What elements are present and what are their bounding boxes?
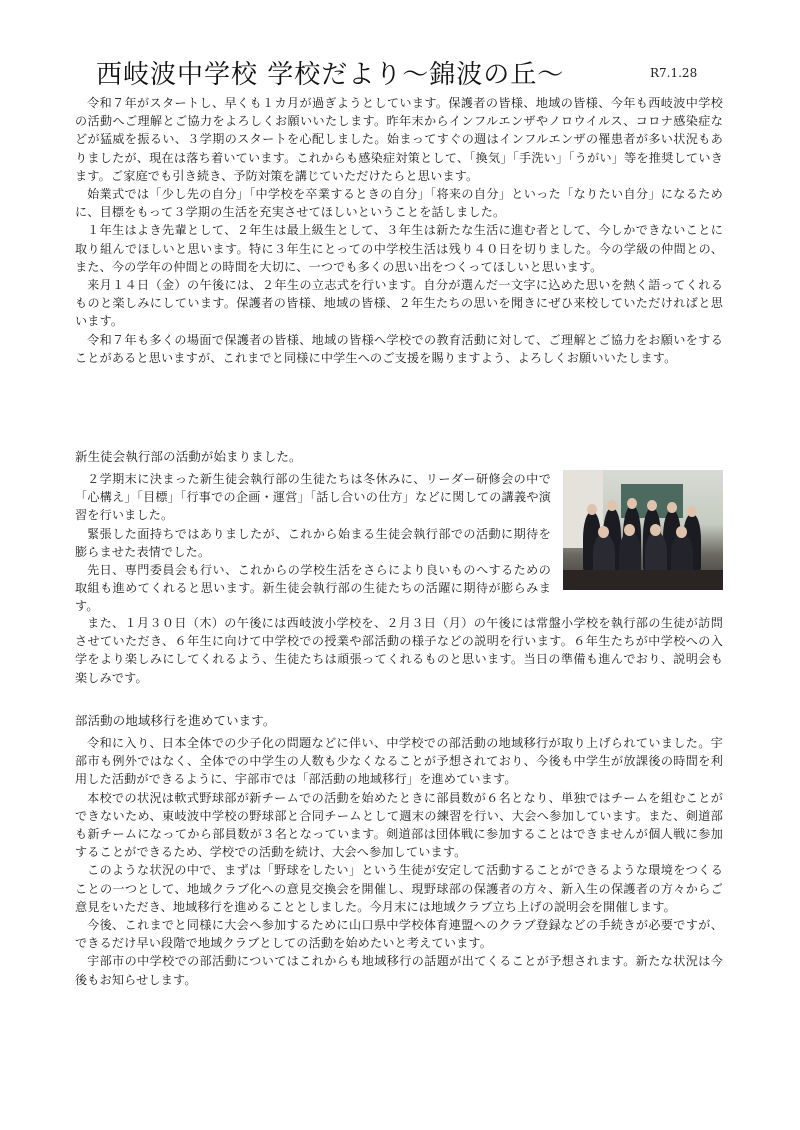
section-body-with-photo xyxy=(75,470,723,614)
section-paragraph: このような状況の中で、まずは「野球をしたい」という生徒が安定して活動することができるような環境をつくることの一つとして、地域クラブ化への意見交換会を開催し、現野球部の保護者の方々、新入生の保護者の方々からご意見をいただき、地域移行を進めることとしました。今月末には地域クラブ立ち上げの説明会を開催します。 xyxy=(75,863,723,914)
section-text-full-width xyxy=(75,614,723,687)
section-paragraph: ２学期末に決まった新生徒会執行部の生徒たちは冬休みに、リーダー研修会の中で「心構え」「目標」「行事での企画・運営」「話し合いの仕方」などに関しての講義や演習を行いました。 xyxy=(75,472,551,523)
section-text-column xyxy=(75,470,551,616)
student-council-section xyxy=(75,448,723,687)
page-title: 西岐波中学校 学校だより〜錦波の丘〜 xyxy=(96,60,565,90)
section-heading: 新生徒会執行部の活動が始まりました。 xyxy=(75,449,302,464)
header xyxy=(96,54,716,94)
section-heading: 部活動の地域移行を進めています。 xyxy=(75,713,276,728)
intro-paragraph: 来月１４日（金）の午後には、２年生の立志式を行います。自分が選んだ一文字に込めた思いを熱く語ってくれるものと楽しみにしています。保護者の皆様、地域の皆様、２年生たちの思いを聞きにぜひ来校していただければと思います。 xyxy=(75,278,723,329)
club-activities-section xyxy=(75,712,723,989)
section-paragraph: 令和に入り、日本全体での少子化の問題などに伴い、中学校での部活動の地域移行が取り上げられていました。宇部市も例外ではなく、全体での中学生の人数も少なくなることが予想されており、今後も中学生が放課後の時間を利用した活動ができるように、宇部市では「部活動の地域移行」を進めています。 xyxy=(75,736,723,787)
section-paragraph: 今後、これまでと同様に大会へ参加するために山口県中学校体育連盟へのクラブ登録などの手続きが必要ですが、できるだけ早い段階で地域クラブとしての活動を始めたいと考えています。 xyxy=(75,918,723,951)
section-paragraph: 本校での状況は軟式野球部が新チームでの活動を始めたときに部員数が６名となり、単独ではチームを組むことができないため、東岐波中学校の野球部と合同チームとして週末の練習を行い、大会へ参加しています。また、剣道部も新チームになってから部員数が３名となっています。剣道部は団体戦に参加することはできませんが個人戦に参加することができるため、学校での活動を続け、大会へ参加しています。 xyxy=(75,790,723,860)
intro-paragraph: 令和７年がスタートし、早くも１カ月が過ぎようとしています。保護者の皆様、地域の皆様、今年も西岐波中学校の活動へご理解とご協力をよろしくお願いいたします。昨年末からインフルエンザやノロウイルス、コロナ感染症などが猛威を振るい、３学期のスタートを心配しました。始まってすぐの週はインフルエンザの罹患者が多い状況もありましたが、現在は落ち着いています。これからも感染症対策として、「換気」「手洗い」「うがい」等を推奨していきます。ご家庭でも引き続き、予防対策を講じていただけたらと思います。 xyxy=(75,96,723,183)
intro-paragraph: 始業式では「少し先の自分」「中学校を卒業するときの自分」「将来の自分」といった「なりたい自分」になるために、目標をもって３学期の生活を充実させてほしいということを話しました。 xyxy=(75,187,723,220)
intro-paragraph: 令和７年も多くの場面で保護者の皆様、地域の皆様へ学校での教育活動に対して、ご理解とご協力をお願いをすることがあると思いますが、これまでと同様に中学生へのご支援を賜りますよう、よろしくお願いいたします。 xyxy=(75,332,723,365)
section-paragraph: また、１月３０日（木）の午後には西岐波小学校を、２月３日（月）の午後には常盤小学校を執行部の生徒が訪問させていただき、６年生に向けて中学校での授業や部活動の様子などの説明を行います。６年生たちが中学校への入学をより楽しみにしてくれるよう、生徒たちは頑張ってくれるものと思います。当日の準備も進んでおり、説明会も楽しみです。 xyxy=(75,616,723,685)
section-paragraph: 緊張した面持ちではありましたが、これから始まる生徒会執行部での活動に期待を膨らませた表情でした。 xyxy=(75,526,551,559)
intro-paragraph: １年生はよき先輩として、２年生は最上級生として、３年生は新たな生活に進む者として、今しかできないことに取り組んでほしいと思います。特に３年生にとっての中学校生活は残り４０日を切りました。今の学級の仲間との、また、今の学年の仲間との時間を大切に、一つでも多くの思い出をつくってほしいと思います。 xyxy=(75,223,723,274)
issue-date: R7.1.28 xyxy=(650,66,698,80)
student-council-photo xyxy=(563,470,723,590)
section-paragraph: 宇部市の中学校での部活動についてはこれからも地域移行の話題が出てくることが予想されます。新たな状況は今後もお知らせします。 xyxy=(75,954,723,987)
section-paragraph: 先日、専門委員会も行い、これからの学校生活をさらにより良いものへするための取組も進めてくれると思います。新生徒会執行部の生徒たちの活躍に期待が膨らみます。 xyxy=(75,563,551,614)
intro-section xyxy=(75,94,723,367)
